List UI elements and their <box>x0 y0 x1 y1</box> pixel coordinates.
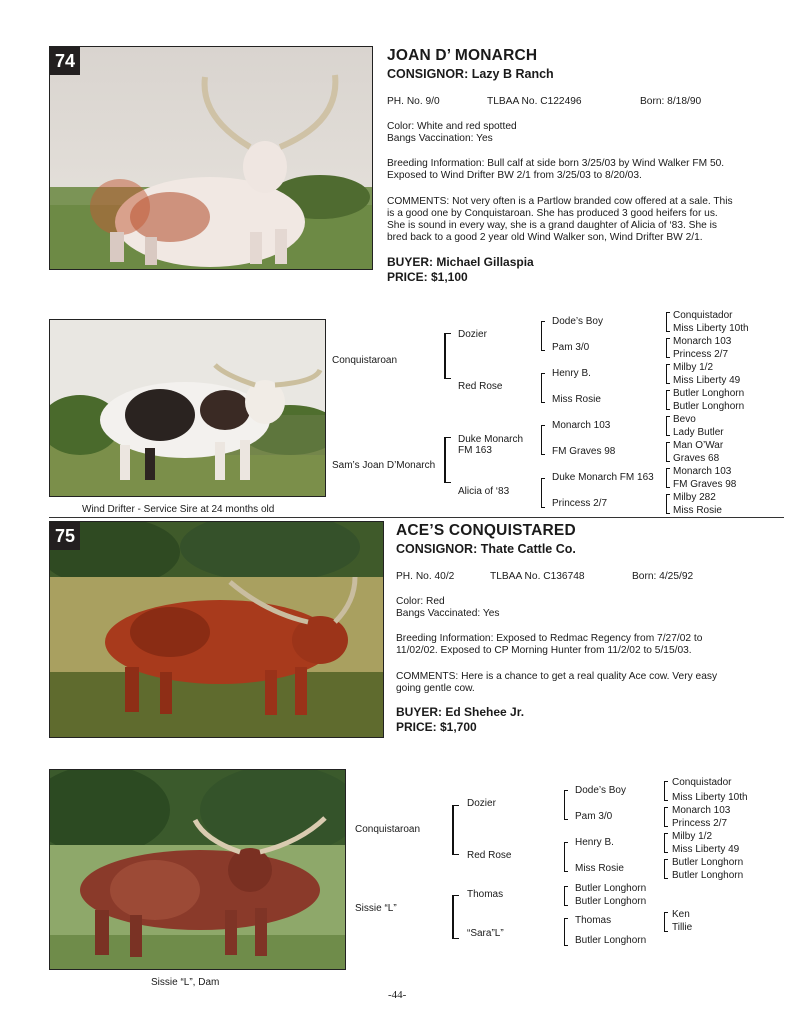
lot-divider <box>49 517 784 518</box>
ped74-g4: Man O’War <box>673 440 724 451</box>
ped75-bracket <box>564 842 568 872</box>
ped75-g4: Butler Longhorn <box>672 857 744 868</box>
ped74-bracket <box>541 425 545 455</box>
ped74-g4: Bevo <box>673 414 696 425</box>
lot75-comments-1: COMMENTS: Here is a chance to get a real quality Ace cow. Very easy <box>396 671 718 682</box>
ped74-bracket <box>666 494 670 514</box>
ped75-g2: Thomas <box>467 889 504 900</box>
ped74-g3: Henry B. <box>552 368 591 379</box>
ped74-g2: Alicia of ‘83 <box>458 486 510 497</box>
lot74-comments-4: bred back to a good 2 year old Wind Walker son, Wind Drifter BW 2/1. <box>387 232 703 243</box>
ped75-g3: Butler Longhorn <box>575 883 647 894</box>
ped75-g3: Dode’s Boy <box>575 785 626 796</box>
ped74-g4: Miss Liberty 10th <box>673 323 749 334</box>
ped74-g4: FM Graves 98 <box>673 479 737 490</box>
ped74-g4: Butler Longhorn <box>673 401 745 412</box>
ped75-bracket-sire <box>452 805 459 855</box>
lot75-tlbaa-no: TLBAA No. C136748 <box>490 571 585 582</box>
ped74-bracket-sire <box>444 333 451 379</box>
ped74-g4: Milby 1/2 <box>673 362 714 373</box>
ped74-bracket <box>666 312 670 332</box>
ped75-g4: Milby 1/2 <box>672 831 713 842</box>
ped74-g4: Conquistador <box>673 310 733 321</box>
ped74-g3: Princess 2/7 <box>552 498 608 509</box>
ped75-g4: Butler Longhorn <box>672 870 744 881</box>
lot75-consignor: CONSIGNOR: Thate Cattle Co. <box>396 542 576 556</box>
ped74-bracket <box>541 478 545 508</box>
ped75-g3: Butler Longhorn <box>575 896 647 907</box>
lot74-color: Color: White and red spotted <box>387 121 517 132</box>
lot74-comments-1: COMMENTS: Not very often is a Partlow branded cow offered at a sale. This <box>387 196 733 207</box>
ped75-g3: Butler Longhorn <box>575 935 647 946</box>
ped74-bracket <box>541 321 545 351</box>
ped74-bracket <box>666 338 670 358</box>
lot75-born: Born: 4/25/92 <box>632 571 694 582</box>
ped75-bracket <box>664 807 668 827</box>
ped75-bracket <box>564 918 568 946</box>
lot74-breeding-2: Exposed to Wind Drifter BW 2/1 from 3/25/03 to 8/20/03. <box>387 170 642 181</box>
ped74-g4: Milby 282 <box>673 492 716 503</box>
ped74-bracket <box>666 442 670 462</box>
ped74-g3: Monarch 103 <box>552 420 611 431</box>
ped74-g2: Dozier <box>458 329 487 340</box>
ped75-g3: Pam 3/0 <box>575 811 613 822</box>
page-number: -44- <box>388 989 407 1001</box>
lot74-vaccination: Bangs Vaccination: Yes <box>387 133 493 144</box>
lot74-consignor: CONSIGNOR: Lazy B Ranch <box>387 67 554 81</box>
ped75-g2: Dozier <box>467 798 496 809</box>
lot75-color: Color: Red <box>396 596 445 607</box>
ped75-sire: Conquistaroan <box>355 824 421 835</box>
lot74-comments-2: is a good one by Conquistaroan. She has produced 3 good heifers for us. <box>387 208 718 219</box>
lot75-price: PRICE: $1,700 <box>396 720 477 734</box>
ped74-g3: Duke Monarch FM 163 <box>552 472 654 483</box>
lot74-born: Born: 8/18/90 <box>640 96 702 107</box>
lot75-name: ACE’S CONQUISTARED <box>396 522 576 539</box>
ped75-g4: Monarch 103 <box>672 805 731 816</box>
ped74-g4: Graves 68 <box>673 453 720 464</box>
ped74-bracket <box>666 364 670 384</box>
ped75-bracket <box>564 886 568 906</box>
ped74-bracket <box>666 390 670 410</box>
lot75-photo <box>49 521 384 738</box>
ped75-dam: Sissie “L” <box>355 903 397 914</box>
ped75-g3: Miss Rosie <box>575 863 624 874</box>
ped75-bracket <box>664 781 668 801</box>
lot74-price: PRICE: $1,100 <box>387 270 468 284</box>
ped74-g4: Princess 2/7 <box>673 349 729 360</box>
ped75-g4: Conquistador <box>672 777 732 788</box>
lot75-ph-no: PH. No. 40/2 <box>396 571 455 582</box>
lot75-number: 75 <box>50 522 80 550</box>
ped74-g4: Miss Rosie <box>673 505 722 516</box>
lot74-photo <box>49 46 373 270</box>
lot74-ph-no: PH. No. 9/0 <box>387 96 440 107</box>
ped75-bracket <box>564 790 568 820</box>
lot75-dam-photo <box>49 769 346 970</box>
ped75-bracket <box>664 912 668 932</box>
ped75-g4: Ken <box>672 909 690 920</box>
ped74-g2: FM 163 <box>458 445 492 456</box>
ped74-g3: FM Graves 98 <box>552 446 616 457</box>
ped75-g3: Henry B. <box>575 837 614 848</box>
ped74-g2: Duke Monarch <box>458 434 524 445</box>
lot74-tlbaa-no: TLBAA No. C122496 <box>487 96 582 107</box>
lot75-breeding-2: 11/02/02. Exposed to CP Morning Hunter from 11/2/02 to 5/15/03. <box>396 645 692 656</box>
ped75-g2: Red Rose <box>467 850 512 861</box>
ped74-bracket <box>666 416 670 436</box>
ped74-bracket-dam <box>444 437 451 483</box>
ped74-g4: Monarch 103 <box>673 336 732 347</box>
ped74-bracket <box>541 373 545 403</box>
lot74-sire-photo <box>49 319 326 497</box>
lot75-buyer: BUYER: Ed Shehee Jr. <box>396 705 525 719</box>
lot75-breeding-1: Breeding Information: Exposed to Redmac Regency from 7/27/02 to <box>396 633 703 644</box>
ped75-bracket <box>664 833 668 853</box>
lot75-comments-2: going gentle cow. <box>396 683 475 694</box>
ped74-g4: Miss Liberty 49 <box>673 375 741 386</box>
lot75-vaccination: Bangs Vaccinated: Yes <box>396 608 500 619</box>
lot74-sire-caption: Wind Drifter - Service Sire at 24 months old <box>82 504 275 515</box>
ped75-g2: “Sara”L” <box>467 928 504 939</box>
ped74-g4: Monarch 103 <box>673 466 732 477</box>
ped74-dam: Sam’s Joan D’Monarch <box>332 460 436 471</box>
ped74-sire: Conquistaroan <box>332 355 398 366</box>
ped74-g4: Lady Butler <box>673 427 724 438</box>
ped74-g3: Pam 3/0 <box>552 342 590 353</box>
lot74-breeding-1: Breeding Information: Bull calf at side born 3/25/03 by Wind Walker FM 50. <box>387 158 725 169</box>
lot74-number: 74 <box>50 47 80 75</box>
ped75-g4: Tillie <box>672 922 693 933</box>
lot75-dam-caption: Sissie “L”, Dam <box>151 977 220 988</box>
ped74-g3: Miss Rosie <box>552 394 601 405</box>
ped75-g4: Princess 2/7 <box>672 818 728 829</box>
ped74-bracket <box>666 468 670 488</box>
ped75-bracket-dam <box>452 895 459 939</box>
ped75-bracket <box>664 859 668 879</box>
ped75-g4: Miss Liberty 10th <box>672 792 748 803</box>
lot74-comments-3: She is sound in every way, she is a grand daughter of Alicia of ‘83. She is <box>387 220 717 231</box>
lot74-name: JOAN D’ MONARCH <box>387 47 538 64</box>
ped75-g3: Thomas <box>575 915 612 926</box>
ped74-g2: Red Rose <box>458 381 503 392</box>
ped75-g4: Miss Liberty 49 <box>672 844 740 855</box>
lot74-buyer: BUYER: Michael Gillaspia <box>387 255 534 269</box>
ped74-g3: Dode’s Boy <box>552 316 603 327</box>
ped74-g4: Butler Longhorn <box>673 388 745 399</box>
